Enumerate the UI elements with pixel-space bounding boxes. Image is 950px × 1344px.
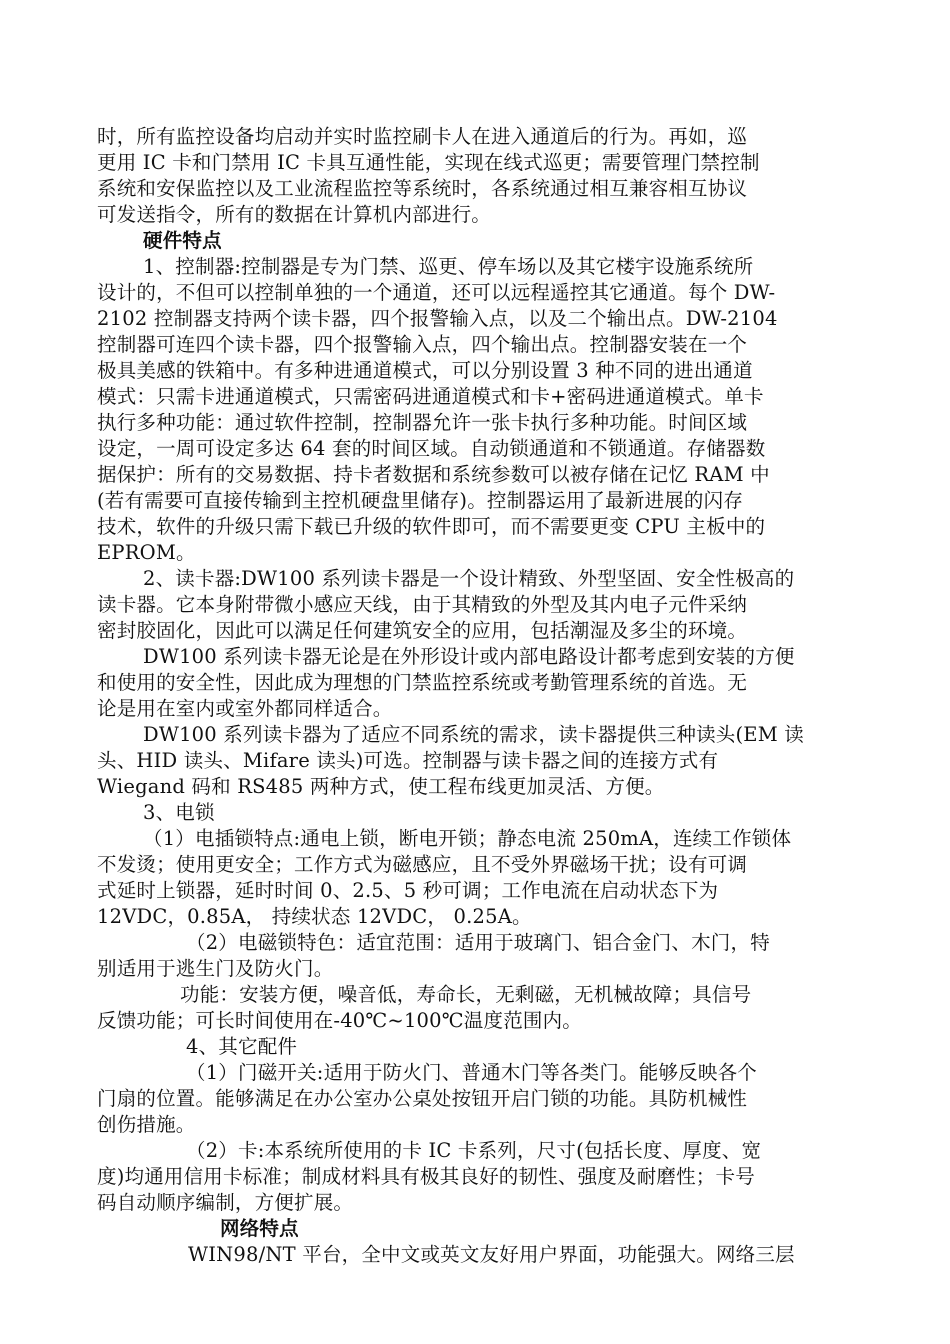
section-heading: 硬件特点 [143,229,222,252]
text-line: Wiegand 码和 RS485 两种方式，使工程布线更加灵活、方便。 [97,775,665,798]
paragraph-first-line: 1、控制器:控制器是专为门禁、巡更、停车场以及其它楼宇设施系统所 [143,255,754,278]
text-line: 论是用在室内或室外都同样适合。 [97,697,393,720]
text-line: 设定，一周可设定多达 64 套的时间区域。自动锁通道和不锁通道。存储器数 [97,437,766,460]
section-heading: 网络特点 [220,1217,299,1240]
paragraph-first-line: DW100 系列读卡器为了适应不同系统的需求，读卡器提供三种读头(EM 读 [143,723,805,746]
text-line: 反馈功能；可长时间使用在-40℃~100℃温度范围内。 [97,1009,582,1032]
paragraph-first-line: 4、其它配件 [186,1035,298,1058]
text-line: 创伤措施。 [97,1113,196,1136]
text-line: 和使用的安全性，因此成为理想的门禁监控系统或考勤管理系统的首选。无 [97,671,748,694]
text-line: 可发送指令，所有的数据在计算机内部进行。 [97,203,492,226]
text-line: 门扇的位置。能够满足在办公室办公桌处按钮开启门锁的功能。具防机械性 [97,1087,748,1110]
text-line: 头、HID 读头、Mifare 读头)可选。控制器与读卡器之间的连接方式有 [97,749,719,772]
text-line: 度)均通用信用卡标准；制成材料具有极其良好的韧性、强度及耐磨性；卡号 [97,1165,755,1188]
paragraph-first-line: （2）卡:本系统所使用的卡 IC 卡系列，尺寸(包括长度、厚度、宽 [186,1139,762,1162]
text-line: 时，所有监控设备均启动并实时监控刷卡人在进入通道后的行为。再如，巡 [97,125,748,148]
text-line: 模式：只需卡进通道模式，只需密码进通道模式和卡+密码进通道模式。单卡 [97,385,764,408]
paragraph-first-line: WIN98/NT 平台，全中文或英文友好用户界面，功能强大。网络三层 [188,1243,795,1266]
text-line: 2102 控制器支持两个读卡器，四个报警输入点，以及二个输出点。DW-2104 [97,307,778,330]
text-line: 技术，软件的升级只需下载已升级的软件即可，而不需要更变 CPU 主板中的 [97,515,766,538]
paragraph-first-line: （1）电插锁特点:通电上锁，断电开锁；静态电流 250mA，连续工作锁体 [143,827,792,850]
text-line: 读卡器。它本身附带微小感应天线，由于其精致的外型及其内电子元件采纳 [97,593,748,616]
paragraph-first-line: DW100 系列读卡器无论是在外形设计或内部电路设计都考虑到安装的方便 [143,645,795,668]
text-line: 控制器可连四个读卡器，四个报警输入点，四个输出点。控制器安装在一个 [97,333,748,356]
text-line: 不发烫；使用更安全；工作方式为磁感应，且不受外界磁场干扰；设有可调 [97,853,748,876]
text-line: 密封胶固化，因此可以满足任何建筑安全的应用，包括潮湿及多尘的环境。 [97,619,748,642]
text-line: 据保护：所有的交易数据、持卡者数据和系统参数可以被存储在记忆 RAM 中 [97,463,770,486]
text-line: 设计的，不但可以控制单独的一个通道，还可以远程遥控其它通道。每个 DW- [97,281,776,304]
paragraph-first-line: 功能：安装方便，噪音低，寿命长，无剩磁，无机械故障；具信号 [180,983,752,1006]
paragraph-first-line: （1）门磁开关:适用于防火门、普通木门等各类门。能够反映各个 [186,1061,757,1084]
text-line: (若有需要可直接传输到主控机硬盘里储存)。控制器运用了最新进展的闪存 [97,489,744,512]
text-line: 码自动顺序编制，方便扩展。 [97,1191,354,1214]
text-line: 更用 IC 卡和门禁用 IC 卡具互通性能，实现在线式巡更；需要管理门禁控制 [97,151,760,174]
paragraph-first-line: 2、读卡器:DW100 系列读卡器是一个设计精致、外型坚固、安全性极高的 [143,567,795,590]
text-line: 式延时上锁器，延时时间 0、2.5、5 秒可调；工作电流在启动状态下为 [97,879,719,902]
text-line: 别适用于逃生门及防火门。 [97,957,334,980]
text-line: 执行多种功能：通过软件控制，控制器允许一张卡执行多种功能。时间区域 [97,411,748,434]
paragraph-first-line: 3、电锁 [143,801,215,824]
text-line: EPROM。 [97,541,196,564]
text-line: 系统和安保监控以及工业流程监控等系统时，各系统通过相互兼容相互协议 [97,177,748,200]
text-line: 极具美感的铁箱中。有多种进通道模式，可以分别设置 3 种不同的进出通道 [97,359,753,382]
paragraph-first-line: （2）电磁锁特色：适宜范围：适用于玻璃门、铝合金门、木门，特 [186,931,770,954]
text-line: 12VDC，0.85A， 持续状态 12VDC， 0.25A。 [97,905,532,928]
